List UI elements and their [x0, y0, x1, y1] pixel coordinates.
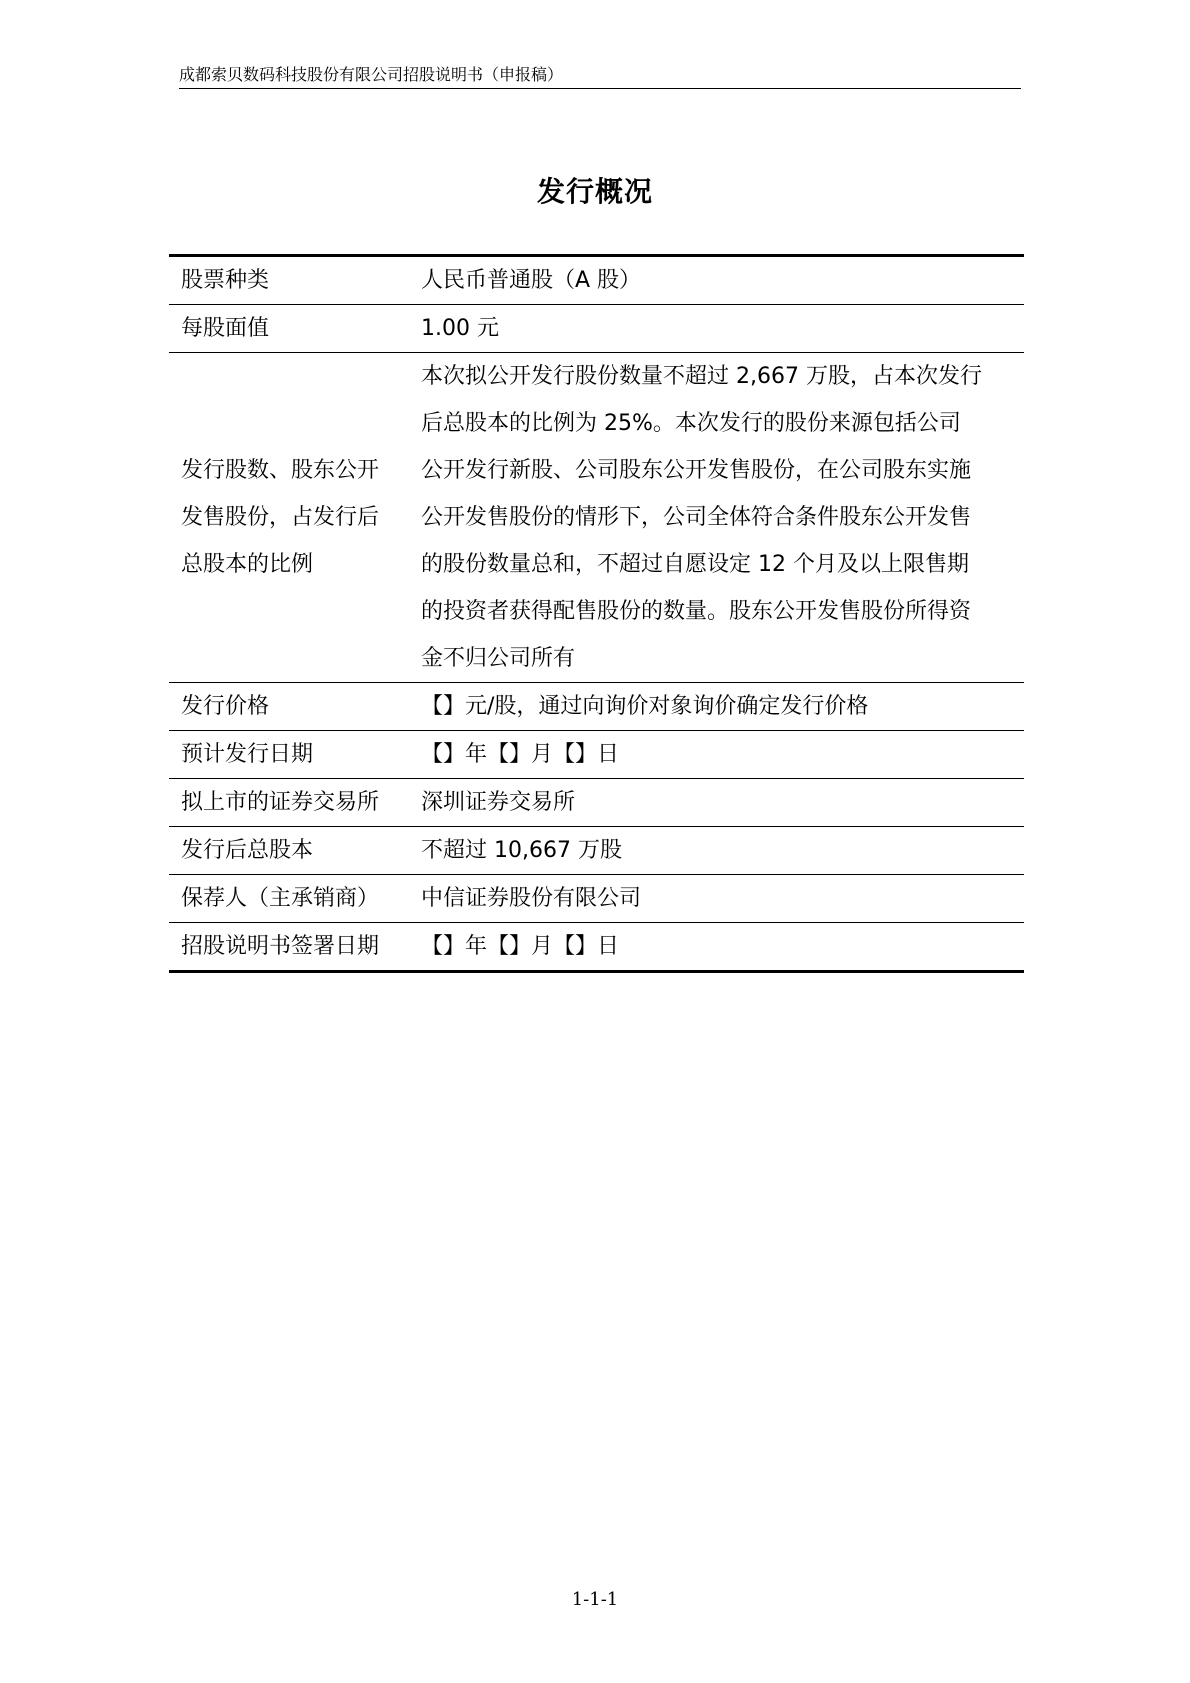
value-line: 后总股本的比例为 25%。本次发行的股份来源包括公司	[421, 411, 961, 436]
row-label: 每股面值	[181, 316, 270, 341]
table-row	[169, 923, 1024, 972]
label-line: 发售股份，占发行后	[181, 505, 380, 530]
page-number: 1-1-1	[571, 1589, 619, 1610]
value-line: 的股份数量总和，不超过自愿设定 12 个月及以上限售期	[421, 552, 969, 577]
row-value: 人民币普通股（A 股）	[421, 268, 642, 293]
row-value: 深圳证券交易所	[421, 790, 576, 815]
row-label	[169, 353, 409, 683]
table-row	[169, 875, 1024, 923]
issuance-overview-table	[169, 254, 1024, 973]
table-row	[169, 827, 1024, 875]
running-header	[179, 60, 1021, 89]
table-row	[169, 779, 1024, 827]
row-value	[409, 353, 1024, 683]
row-value: 不超过 10,667 万股	[421, 838, 622, 863]
row-label: 预计发行日期	[181, 742, 314, 767]
row-label: 发行价格	[181, 694, 270, 719]
value-line: 的投资者获得配售股份的数量。股东公开发售股份所得资	[421, 599, 972, 624]
table-row	[169, 256, 1024, 305]
value-line: 公开发行新股、公司股东公开发售股份，在公司股东实施	[421, 458, 972, 483]
page-title: 发行概况	[536, 175, 653, 208]
row-label: 保荐人（主承销商）	[181, 886, 380, 911]
label-line: 总股本的比例	[181, 552, 314, 577]
row-label: 股票种类	[181, 268, 270, 293]
table-row	[169, 353, 1024, 683]
row-value: 中信证券股份有限公司	[421, 886, 642, 911]
row-value: 【】元/股，通过向询价对象询价确定发行价格	[421, 694, 869, 719]
row-value: 【】年【】月【】日	[421, 934, 620, 959]
row-label: 发行后总股本	[181, 838, 314, 863]
value-line: 金不归公司所有	[421, 646, 576, 671]
table-row	[169, 683, 1024, 731]
header-text: 成都索贝数码科技股份有限公司招股说明书（申报稿）	[179, 65, 564, 84]
value-line: 本次拟公开发行股份数量不超过 2,667 万股，占本次发行	[421, 364, 982, 389]
row-value: 【】年【】月【】日	[421, 742, 620, 767]
row-label: 拟上市的证券交易所	[181, 790, 380, 815]
row-value: 1.00 元	[421, 316, 499, 341]
label-line: 发行股数、股东公开	[181, 458, 380, 483]
table-row	[169, 731, 1024, 779]
row-label: 招股说明书签署日期	[181, 934, 380, 959]
value-line: 公开发售股份的情形下，公司全体符合条件股东公开发售	[421, 505, 972, 530]
table-row	[169, 305, 1024, 353]
